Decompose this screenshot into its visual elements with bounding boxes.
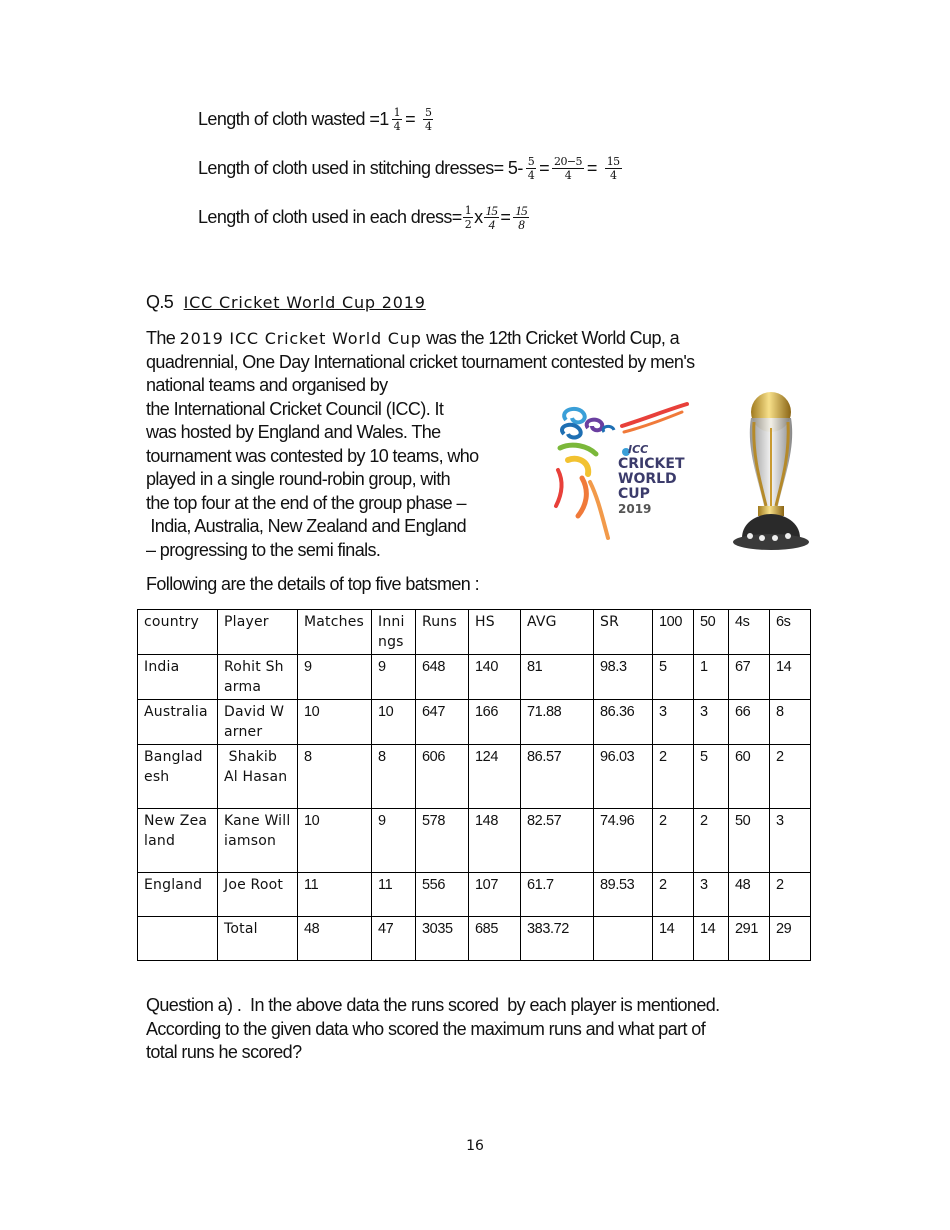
- table-cell: India: [138, 655, 218, 700]
- table-cell: 86.36: [594, 700, 653, 745]
- batsmen-table: [137, 609, 811, 961]
- math-line-cloth-used: Length of cloth used in stitching dresses= 5- $\frac{5}{4}$ = $\frac{20-5}{4}$ = $\frac{15}{4}$: [198, 155, 620, 182]
- table-cell: 14: [653, 917, 694, 961]
- table-row: [138, 809, 811, 873]
- table-cell: 89.53: [594, 873, 653, 917]
- table-cell: 86.57: [521, 745, 594, 809]
- table-row: [138, 745, 811, 809]
- table-cell: 71.88: [521, 700, 594, 745]
- question-number: Q.5: [146, 292, 174, 312]
- page-number: 16: [466, 1138, 484, 1154]
- table-cell: 2: [770, 745, 811, 809]
- table-cell: 3: [694, 700, 729, 745]
- column-header: Player: [218, 610, 298, 655]
- table-cell: 124: [469, 745, 521, 809]
- table-cell: 67: [729, 655, 770, 700]
- table-cell: 50: [729, 809, 770, 873]
- column-header: 50: [694, 610, 729, 655]
- table-cell: 1: [694, 655, 729, 700]
- fraction: $\frac{20-5}{4}$: [554, 155, 582, 182]
- table-cell: 96.03: [594, 745, 653, 809]
- fraction: $\frac{1}{2}$: [464, 204, 472, 231]
- fraction: $\frac{5}{4}$: [527, 155, 535, 182]
- table-cell: 5: [653, 655, 694, 700]
- table-cell: 74.96: [594, 809, 653, 873]
- table-cell: 3: [694, 873, 729, 917]
- table-cell: Joe Root: [218, 873, 298, 917]
- table-cell: 10: [298, 809, 372, 873]
- table-cell: 8: [770, 700, 811, 745]
- table-row: [138, 873, 811, 917]
- table-cell: 9: [372, 809, 416, 873]
- table-cell: 2: [694, 809, 729, 873]
- table-cell: 140: [469, 655, 521, 700]
- fraction: $\frac{1}{4}$: [393, 106, 401, 133]
- table-cell: 48: [729, 873, 770, 917]
- table-cell: 82.57: [521, 809, 594, 873]
- table-cell: 9: [372, 655, 416, 700]
- table-cell: 148: [469, 809, 521, 873]
- table-cell: 29: [770, 917, 811, 961]
- column-header: 100: [653, 610, 694, 655]
- table-header-row: [138, 610, 811, 655]
- table-cell: Kane Williamson: [218, 809, 298, 873]
- table-cell: 14: [770, 655, 811, 700]
- fraction: $\frac{5}{4}$: [424, 106, 432, 133]
- table-cell: 47: [372, 917, 416, 961]
- table-cell: England: [138, 873, 218, 917]
- table-cell: 81: [521, 655, 594, 700]
- world-cup-trophy-icon: [728, 388, 814, 554]
- table-cell: 2: [653, 873, 694, 917]
- table-cell: 14: [694, 917, 729, 961]
- table-row: [138, 700, 811, 745]
- table-cell: 648: [416, 655, 469, 700]
- table-cell: 556: [416, 873, 469, 917]
- math-line-cloth-wasted: Length of cloth wasted =1 $\frac{1}{4}$ = $\frac{5}{4}$: [198, 106, 432, 133]
- logo-text: ICC CRICKET WORLD CUP 2019: [618, 443, 685, 516]
- table-cell: 291: [729, 917, 770, 961]
- table-cell: Bangladesh: [138, 745, 218, 809]
- table-cell: 10: [372, 700, 416, 745]
- table-cell: 685: [469, 917, 521, 961]
- table-cell: 48: [298, 917, 372, 961]
- table-cell: 10: [298, 700, 372, 745]
- table-cell: [138, 917, 218, 961]
- intro-paragraph: The 2019 ICC Cricket World Cup was the 12th Cricket World Cup, a quadrennial, One Day International cricket tournament contested by men's national teams and organised by the International Cricket Council (ICC). It was hosted by England and Wales. The tournament was contested by 10 teams, who played in a single round-robin group, with the top four at the end of the group phase – India, Australia, New Zealand and England – progressing to the semi finals.: [146, 328, 695, 560]
- table-row: [138, 917, 811, 961]
- table-cell: 3: [770, 809, 811, 873]
- table-cell: 11: [372, 873, 416, 917]
- column-header: 4s: [729, 610, 770, 655]
- table-cell: 107: [469, 873, 521, 917]
- icc-world-cup-logo: [552, 398, 692, 548]
- table-cell: 5: [694, 745, 729, 809]
- table-cell: 2: [653, 809, 694, 873]
- table-cell: 3035: [416, 917, 469, 961]
- table-cell: 11: [298, 873, 372, 917]
- column-header: AVG: [521, 610, 594, 655]
- tournament-name: 2019 ICC Cricket World Cup: [179, 329, 422, 348]
- table-cell: 8: [372, 745, 416, 809]
- column-header: country: [138, 610, 218, 655]
- table-cell: Total: [218, 917, 298, 961]
- table-cell: New Zealand: [138, 809, 218, 873]
- fraction: $\frac{15}{4}$: [606, 155, 620, 182]
- table-cell: 66: [729, 700, 770, 745]
- column-header: 6s: [770, 610, 811, 655]
- fraction: $\frac{15}{8}$: [515, 203, 528, 232]
- column-header: SR: [594, 610, 653, 655]
- question-a: Question a) . In the above data the runs scored by each player is mentioned. According to the given data who scored the maximum runs and what part of total runs he scored?: [146, 995, 720, 1062]
- table-cell: 2: [770, 873, 811, 917]
- table-row: [138, 655, 811, 700]
- question-heading: [146, 292, 426, 313]
- table-cell: Shakib Al Hasan: [218, 745, 298, 809]
- table-cell: 578: [416, 809, 469, 873]
- table-cell: 60: [729, 745, 770, 809]
- table-cell: Australia: [138, 700, 218, 745]
- table-cell: 3: [653, 700, 694, 745]
- question-title: ICC Cricket World Cup 2019: [183, 293, 426, 312]
- column-header: Runs: [416, 610, 469, 655]
- table-cell: 606: [416, 745, 469, 809]
- column-header: HS: [469, 610, 521, 655]
- table-cell: 98.3: [594, 655, 653, 700]
- table-cell: Rohit Sharma: [218, 655, 298, 700]
- table-cell: 61.7: [521, 873, 594, 917]
- fraction: $\frac{15}{4}$: [485, 203, 498, 232]
- math-line-each-dress: Length of cloth used in each dress= $\frac{1}{2}$ x $\frac{15}{4}$ = $\frac{15}{8}$: [198, 203, 528, 232]
- table-cell: 166: [469, 700, 521, 745]
- table-cell: 9: [298, 655, 372, 700]
- table-cell: David Warner: [218, 700, 298, 745]
- table-cell: 8: [298, 745, 372, 809]
- table-cell: 383.72: [521, 917, 594, 961]
- column-header: Innings: [372, 610, 416, 655]
- column-header: Matches: [298, 610, 372, 655]
- table-cell: 647: [416, 700, 469, 745]
- table-cell: 2: [653, 745, 694, 809]
- table-intro: Following are the details of top five batsmen :: [146, 574, 479, 594]
- table-cell: [594, 917, 653, 961]
